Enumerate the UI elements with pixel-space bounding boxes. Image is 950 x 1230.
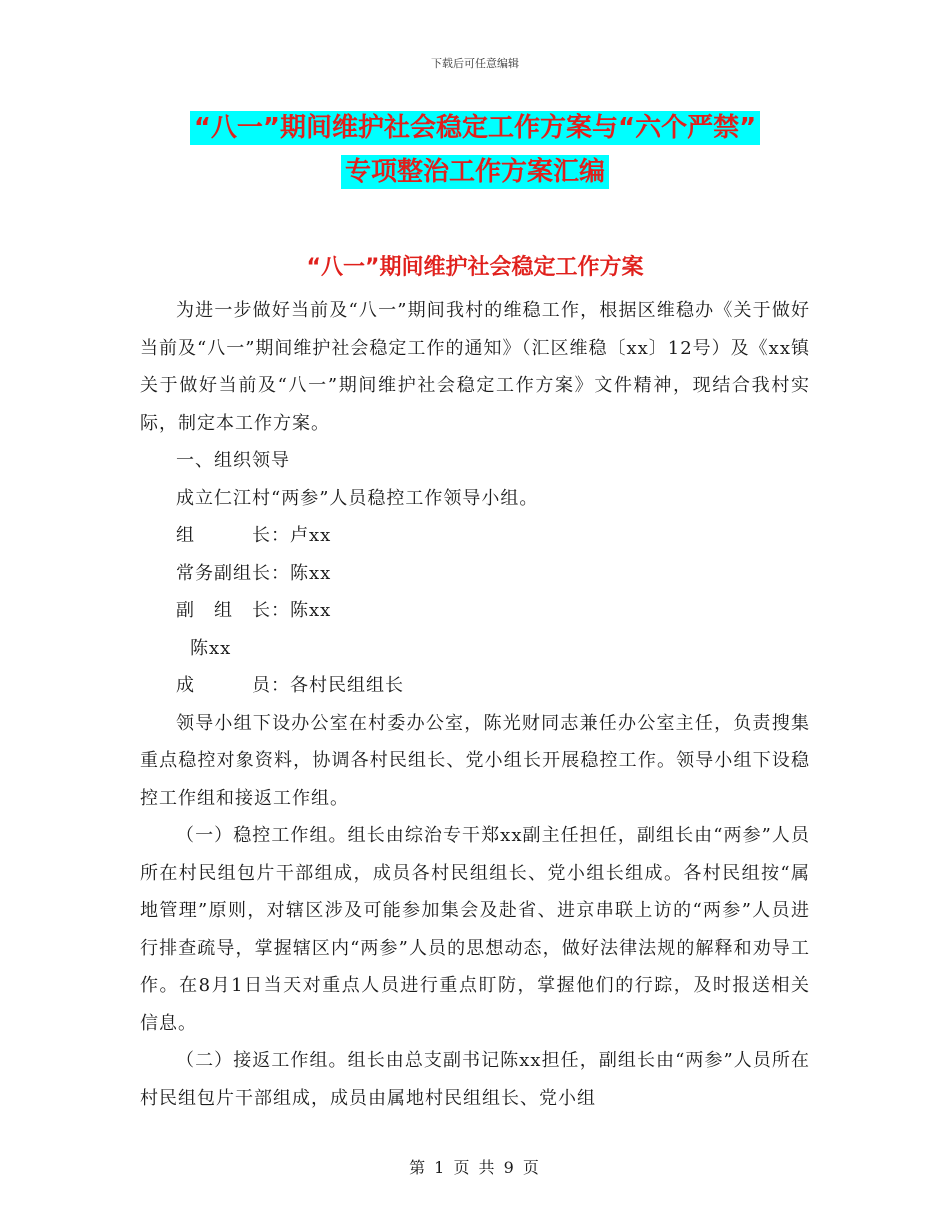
roster-members: 成 员：各村民组组长 [176, 675, 404, 696]
roster-leader: 组 长：卢xx [176, 525, 332, 546]
page-number: 第 1 页 共 9 页 [409, 1158, 541, 1177]
roster-executive-deputy: 常务副组长：陈xx [176, 562, 332, 584]
heading-organization: 一、组织领导 [176, 450, 290, 471]
document-title-line-2 [0, 157, 950, 188]
document-body [140, 292, 810, 1117]
document-title-line-1 [0, 113, 950, 144]
section-title: “八一”期间维护社会稳定工作方案 [306, 255, 644, 280]
document-title-line-2-text: 专项整治工作方案汇编 [341, 155, 609, 189]
paragraph-group-setup: 成立仁江村“两参”人员稳控工作领导小组。 [176, 487, 539, 509]
roster-deputy: 副 组 长：陈xx [176, 600, 332, 621]
paragraph-return-group: （二）接返工作组。组长由总支副书记陈xx担任，副组长由“两参”人员所在村民组包片干部组成，成员由属地村民组组长、党小组 [140, 1050, 810, 1109]
roster-deputy-second: 陈xx [190, 637, 232, 659]
paragraph-office: 领导小组下设办公室在村委办公室，陈光财同志兼任办公室主任，负责搜集重点稳控对象资料，协调各村民组长、党小组长开展稳控工作。领导小组下设稳控工作组和接返工作组。 [140, 712, 810, 809]
paragraph-intro: 为进一步做好当前及“八一”期间我村的维稳工作，根据区维稳办《关于做好当前及“八一”期间维护社会稳定工作的通知》（汇区维稳〔xx〕12号）及《xx镇关于做好当前及“八一”期间维护社会稳定工作方案》文件精神，现结合我村实际，制定本工作方案。 [140, 300, 810, 434]
document-title-line-1-text: “八一”期间维护社会稳定工作方案与“六个严禁” [190, 111, 760, 145]
paragraph-stability-group: （一）稳控工作组。组长由综治专干郑xx副主任担任，副组长由“两参”人员所在村民组包片干部组成，成员各村民组组长、党小组长组成。各村民组按“属地管理”原则，对辖区涉及可能参加集会及赴省、进京串联上访的“两参”人员进行排查疏导，掌握辖区内“两参”人员的思想动态，做好法律法规的解释和劝导工作。在8月1日当天对重点人员进行重点盯防，掌握他们的行踪，及时报送相关信息。 [140, 825, 810, 1034]
page-header-note: 下载后可任意编辑 [431, 57, 519, 70]
